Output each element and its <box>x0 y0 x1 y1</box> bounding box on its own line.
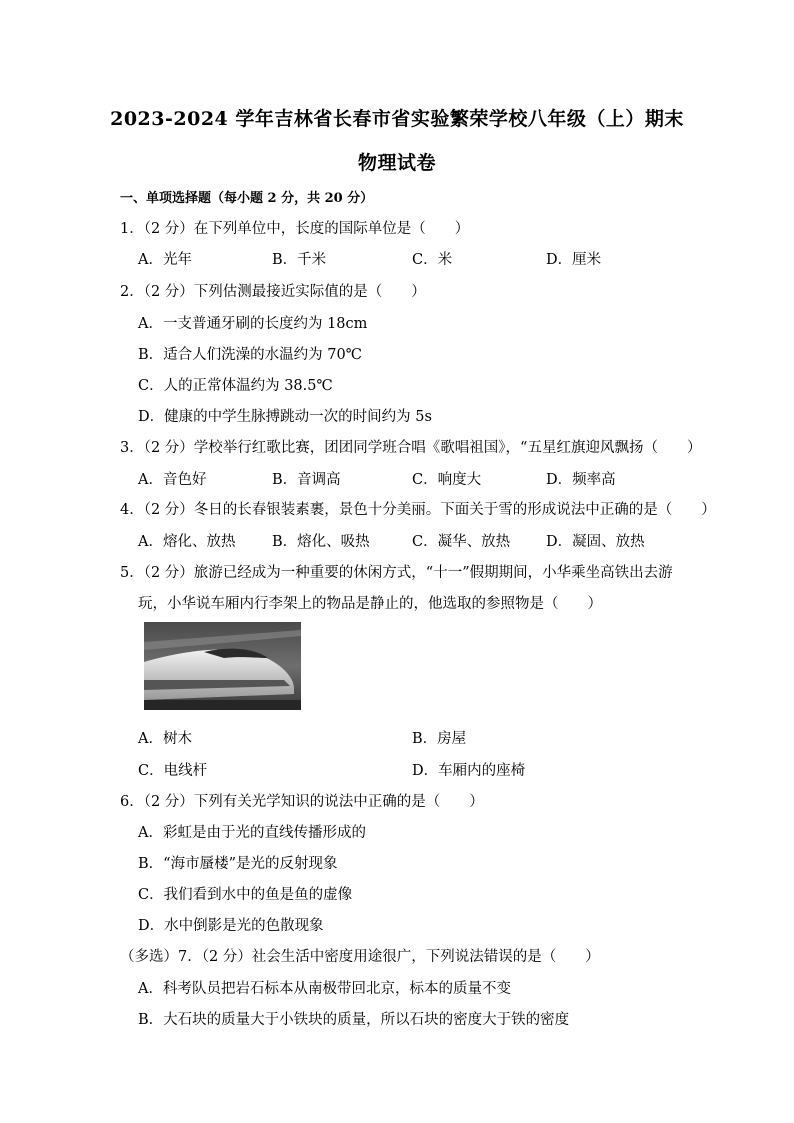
q1-option-d: D．厘米 <box>546 252 602 268</box>
q3-option-c: C．响度大 <box>412 472 482 488</box>
q2-option-b: B．适合人们洗澡的水温约为 70℃ <box>138 347 362 363</box>
high-speed-train-image <box>144 622 301 710</box>
title-line-1: 2023-2024 学年吉林省长春市省实验繁荣学校八年级（上）期末 <box>110 108 684 130</box>
q3-option-b: B．音调高 <box>272 472 341 488</box>
q6-option-c: C．我们看到水中的鱼是鱼的虚像 <box>138 887 353 903</box>
q2-option-c: C．人的正常体温约为 38.5℃ <box>138 378 333 394</box>
q3-option-d: D．频率高 <box>546 472 616 488</box>
q6-option-b: B．“海市蜃楼”是光的反射现象 <box>138 856 338 872</box>
q4-option-b: B．熔化、吸热 <box>272 534 370 550</box>
question-5-stem-line-2: 玩，小华说车厢内行李架上的物品是静止的，他选取的参照物是（ ） <box>138 596 602 612</box>
q1-option-a: A．光年 <box>138 252 192 268</box>
q1-option-b: B．千米 <box>272 252 327 268</box>
q7-option-a: A．科考队员把岩石标本从南极带回北京，标本的质量不变 <box>138 981 511 997</box>
q4-option-c: C．凝华、放热 <box>412 534 511 550</box>
q4-option-d: D．凝固、放热 <box>546 534 645 550</box>
q4-option-a: A．熔化、放热 <box>138 534 236 550</box>
q5-option-c: C．电线杆 <box>138 763 208 779</box>
q6-option-d: D．水中倒影是光的色散现象 <box>138 918 324 934</box>
title-line-2: 物理试卷 <box>357 152 436 174</box>
q7-option-b: B．大石块的质量大于小铁块的质量，所以石块的密度大于铁的密度 <box>138 1012 570 1028</box>
question-5-stem-line-1: 5．（2 分）旅游已经成为一种重要的休闲方式，“十一”假期期间，小华乘坐高铁出去游 <box>120 565 673 581</box>
q6-option-a: A．彩虹是由于光的直线传播形成的 <box>138 825 366 841</box>
q2-option-d: D．健康的中学生脉搏跳动一次的时间约为 5s <box>138 409 432 425</box>
question-7-stem: （多选）7．（2 分）社会生活中密度用途很广，下列说法错误的是（ ） <box>120 949 600 965</box>
question-2-stem: 2．（2 分）下列估测最接近实际值的是（ ） <box>120 284 426 300</box>
q2-option-a: A．一支普通牙刷的长度约为 18cm <box>138 316 368 332</box>
question-1-stem: 1．（2 分）在下列单位中，长度的国际单位是（ ） <box>120 221 470 237</box>
q5-option-a: A．树木 <box>138 731 192 747</box>
question-4-stem: 4．（2 分）冬日的长春银装素裹，景色十分美丽。下面关于雪的形成说法中正确的是（ ） <box>120 502 716 518</box>
q5-option-b: B．房屋 <box>412 731 467 747</box>
q5-option-d: D．车厢内的座椅 <box>412 763 526 779</box>
section-heading: 一、单项选择题（每小题 2 分，共 20 分） <box>120 191 374 206</box>
question-3-stem: 3．（2 分）学校举行红歌比赛，团团同学班合唱《歌唱祖国》，“五星红旗迎风飘扬（ ） <box>120 440 702 456</box>
q3-option-a: A．音色好 <box>138 472 207 488</box>
question-6-stem: 6．（2 分）下列有关光学知识的说法中正确的是（ ） <box>120 794 484 810</box>
q1-option-c: C．米 <box>412 252 453 268</box>
